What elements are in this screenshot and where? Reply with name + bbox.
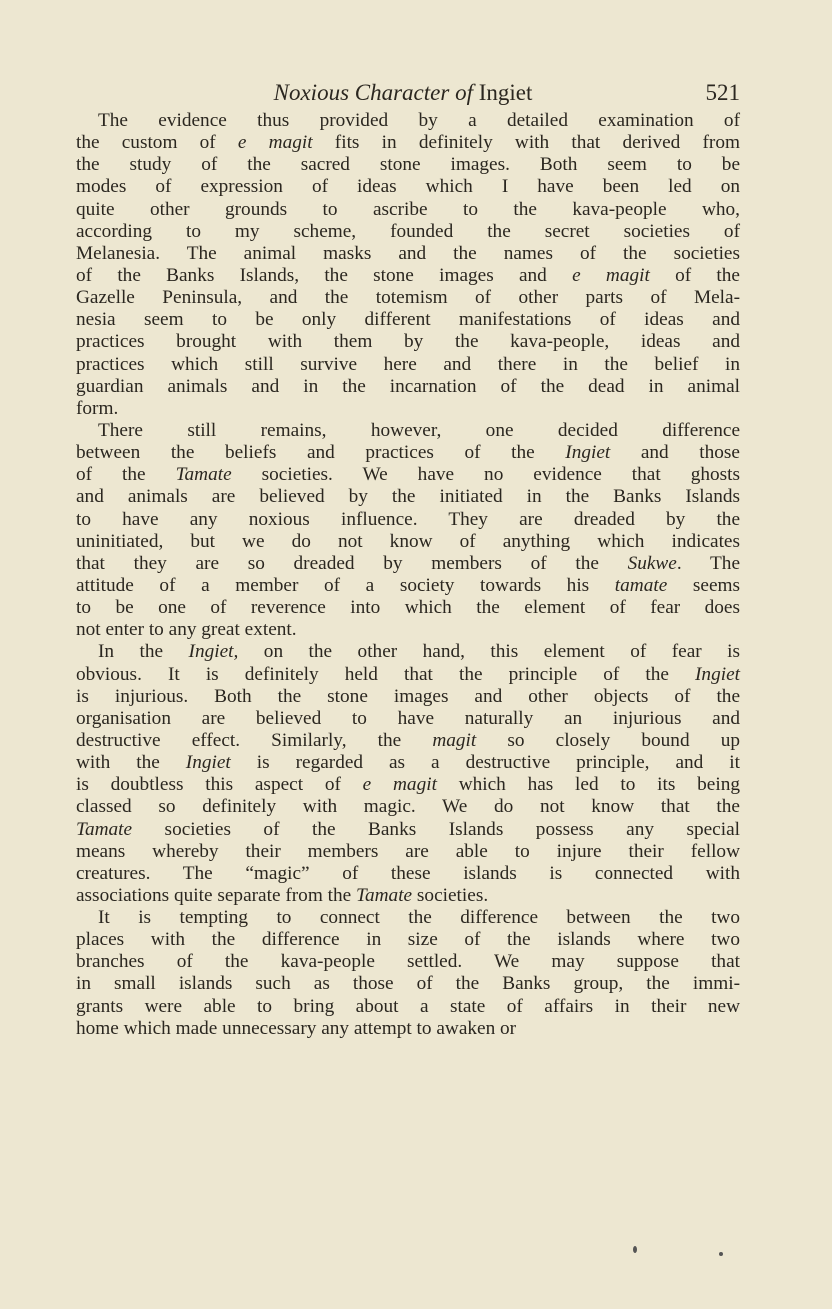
- text-line: [76, 774, 740, 796]
- text-segment: The evidence thus provided by a detailed examination of: [98, 110, 740, 131]
- text-segment: places with the difference in size of the islands where two: [76, 929, 740, 951]
- text-segment: obvious. It is definitely held that the principle of the: [76, 663, 696, 685]
- paragraph: [76, 641, 740, 907]
- italic-term: e magit: [237, 132, 313, 154]
- italic-term: Ingiet: [695, 663, 740, 685]
- text-segment: creatures. The “magic” of these islands is connected with: [76, 862, 740, 884]
- italic-term: Tamate: [356, 884, 413, 906]
- text-line: [76, 398, 740, 420]
- text-segment: and animals are believed by the initiated in the Banks Islands: [76, 486, 740, 508]
- text-line: [76, 863, 740, 885]
- scan-speck: [719, 1252, 723, 1256]
- text-line: [76, 752, 740, 774]
- text-segment: so closely bound up: [476, 729, 740, 751]
- text-segment: form.: [76, 397, 119, 419]
- text-segment: of the Banks Islands, the stone images and: [76, 264, 573, 286]
- text-line: [76, 597, 740, 619]
- text-line: [76, 885, 740, 907]
- text-line: [76, 486, 740, 508]
- text-line: [76, 376, 740, 398]
- body-text: [76, 110, 740, 1040]
- text-segment: classed so definitely with magic. We do not know that the: [76, 796, 740, 818]
- italic-term: tamate: [614, 574, 668, 596]
- paragraph: [76, 907, 740, 1040]
- text-segment: not enter to any great extent.: [76, 619, 297, 641]
- text-segment: in small islands such as those of the Banks group, the immi-: [76, 973, 740, 995]
- italic-term: magit: [432, 729, 477, 751]
- text-line: [76, 176, 740, 198]
- scan-speck: [633, 1246, 637, 1253]
- text-line: [76, 420, 740, 442]
- paragraph: [76, 420, 740, 641]
- text-segment: between the beliefs and practices of the: [76, 442, 566, 464]
- text-segment: practices brought with them by the kava-people, ideas and: [76, 331, 740, 353]
- text-line: [76, 996, 740, 1018]
- text-line: [76, 132, 740, 154]
- text-segment: Melanesia. The animal masks and the names of the societies: [76, 242, 740, 264]
- text-segment: that they are so dreaded by members of the: [76, 552, 628, 574]
- text-line: [76, 819, 740, 841]
- text-segment: which has led to its being: [436, 774, 740, 796]
- text-segment: Gazelle Peninsula, and the totemism of other parts of Mela-: [76, 287, 740, 309]
- text-segment: destructive effect. Similarly, the: [76, 729, 433, 751]
- text-segment: It is tempting to connect the difference between the two: [98, 907, 740, 929]
- text-segment: associations quite separate from the: [76, 884, 357, 906]
- text-segment: according to my scheme, founded the secret societies of: [76, 220, 740, 242]
- text-line: [76, 929, 740, 951]
- text-line: [76, 110, 740, 132]
- text-line: [76, 199, 740, 221]
- italic-term: Sukwe: [627, 552, 677, 574]
- text-line: [76, 154, 740, 176]
- text-segment: modes of expression of ideas which I have been led on: [76, 176, 740, 198]
- text-segment: seems: [667, 574, 741, 596]
- text-segment: to be one of reverence into which the element of fear does: [76, 597, 740, 619]
- italic-term: e magit: [362, 774, 437, 796]
- italic-term: Tamate: [175, 464, 232, 486]
- text-line: [76, 641, 740, 663]
- text-line: [76, 708, 740, 730]
- text-line: [76, 331, 740, 353]
- text-segment: is doubtless this aspect of: [76, 774, 363, 796]
- text-segment: guardian animals and in the incarnation of the dead in animal: [76, 375, 740, 397]
- text-line: [76, 1018, 740, 1040]
- running-header: [76, 80, 740, 108]
- italic-term: e magit: [572, 264, 650, 286]
- page-number: 521: [705, 80, 740, 105]
- text-line: [76, 664, 740, 686]
- text-line: [76, 730, 740, 752]
- text-segment: is injurious. Both the stone images and other objects of the: [76, 685, 740, 707]
- text-line: [76, 951, 740, 973]
- text-segment: societies. We have no evidence that ghosts: [231, 464, 740, 486]
- text-segment: of the: [76, 464, 176, 486]
- text-line: [76, 221, 740, 243]
- text-segment: attitude of a member of a society towards his: [76, 574, 615, 596]
- text-segment: the study of the sacred stone images. Both seem to be: [76, 154, 740, 176]
- italic-term: Ingiet: [565, 442, 611, 464]
- text-segment: with the: [76, 752, 186, 774]
- text-line: [76, 841, 740, 863]
- italic-term: Ingiet: [185, 752, 231, 774]
- text-line: [76, 531, 740, 553]
- text-line: [76, 686, 740, 708]
- text-segment: uninitiated, but we do not know of anything which indicates: [76, 530, 740, 552]
- text-segment: There still remains, however, one decided difference: [98, 419, 740, 441]
- running-title: [76, 80, 740, 106]
- text-line: [76, 509, 740, 531]
- text-segment: grants were able to bring about a state of affairs in their new: [76, 995, 740, 1017]
- text-line: [76, 442, 740, 464]
- text-line: [76, 575, 740, 597]
- text-segment: societies of the Banks Islands possess any special: [132, 818, 740, 840]
- text-segment: is regarded as a destructive principle, and it: [230, 752, 740, 774]
- text-line: [76, 309, 740, 331]
- text-segment: In the: [98, 641, 189, 663]
- text-segment: fits in definitely with that derived from: [312, 132, 740, 154]
- text-segment: practices which still survive here and there in the belief in: [76, 353, 740, 375]
- text-segment: branches of the kava-people settled. We may suppose that: [76, 951, 740, 973]
- text-line: [76, 265, 740, 287]
- text-segment: and those: [610, 442, 740, 464]
- text-segment: of the: [649, 264, 740, 286]
- text-segment: nesia seem to be only different manifestations of ideas and: [76, 309, 740, 331]
- text-line: [76, 354, 740, 376]
- text-line: [76, 553, 740, 575]
- text-segment: home which made unnecessary any attempt to awaken or: [76, 1017, 517, 1039]
- text-segment: societies.: [412, 884, 489, 906]
- paragraph: [76, 110, 740, 420]
- text-line: [76, 464, 740, 486]
- italic-term: Tamate: [76, 818, 133, 840]
- text-segment: means whereby their members are able to injure their fellow: [76, 840, 740, 862]
- italic-term: Ingiet,: [188, 641, 239, 663]
- text-segment: to have any noxious influence. They are dreaded by the: [76, 508, 740, 530]
- running-title-roman: Ingiet: [478, 80, 533, 105]
- text-segment: on the other hand, this element of fear is: [238, 641, 740, 663]
- text-line: [76, 243, 740, 265]
- text-line: [76, 907, 740, 929]
- text-line: [76, 796, 740, 818]
- text-segment: . The: [676, 552, 740, 574]
- text-line: [76, 973, 740, 995]
- text-segment: the custom of: [76, 132, 238, 154]
- text-line: [76, 287, 740, 309]
- text-segment: organisation are believed to have naturally an injurious and: [76, 707, 740, 729]
- text-line: [76, 619, 740, 641]
- running-title-italic: Noxious Character of: [273, 80, 473, 105]
- text-segment: quite other grounds to ascribe to the kava-people who,: [76, 198, 740, 220]
